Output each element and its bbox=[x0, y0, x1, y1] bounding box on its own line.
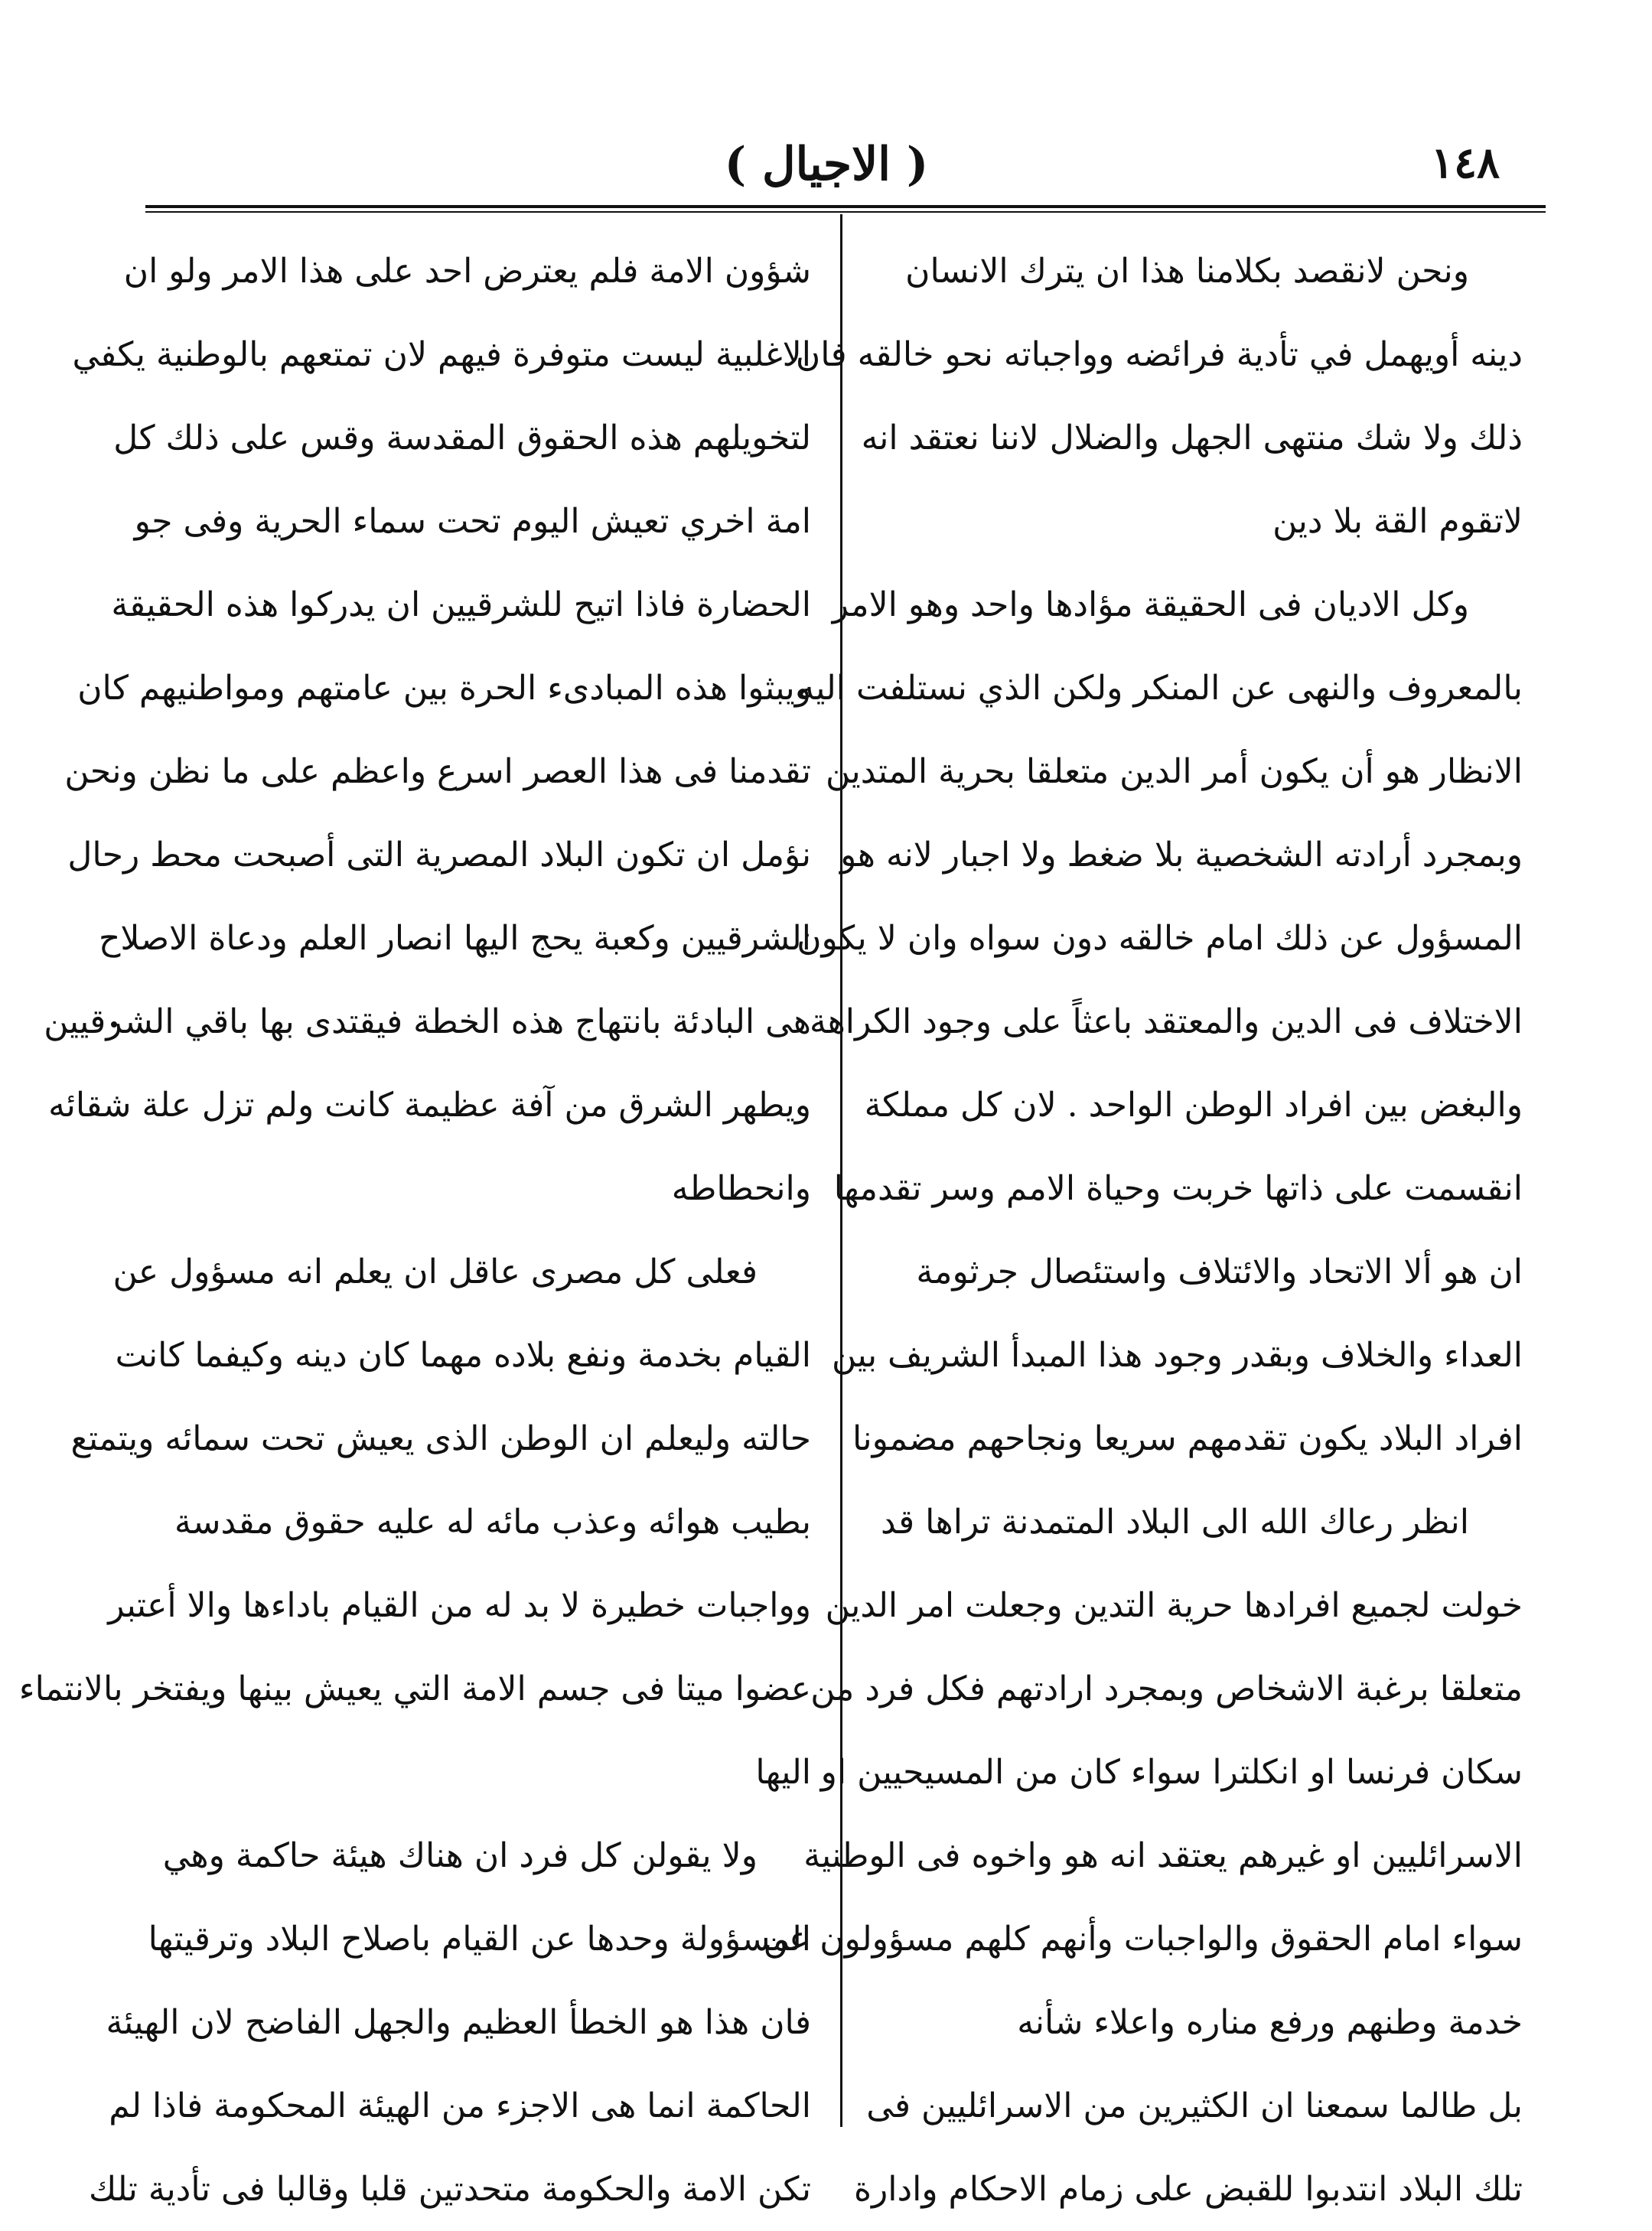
text-line: ان هو ألا الاتحاد والائتلاف واستئصال جرثومة bbox=[916, 1252, 1523, 1291]
text-line: والبغض بين افراد الوطن الواحد . لان كل مملكة bbox=[864, 1086, 1523, 1125]
header-rule bbox=[145, 205, 1546, 213]
left-column bbox=[18, 230, 811, 2231]
text-line: فان هذا هو الخطأ العظيم والجهل الفاضح لان الهيئة bbox=[106, 2003, 811, 2042]
text-line: الحاكمة انما هى الاجزء من الهيئة المحكومة فاذا لم bbox=[109, 2086, 811, 2125]
text-line: لاتقوم القة بلا دين bbox=[1272, 502, 1523, 541]
text-line: العداء والخلاف وبقدر وجود هذا المبدأ الشريف بين bbox=[832, 1336, 1523, 1375]
text-line: نؤمل ان تكون البلاد المصرية التى أصبحت محط رحال bbox=[67, 835, 811, 874]
text-line: خدمة وطنهم ورفع مناره واعلاء شأنه bbox=[1017, 2003, 1523, 2042]
text-line: الاغلبية ليست متوفرة فيهم لان تمتعهم بالوطنية يكفي bbox=[72, 335, 811, 374]
text-line: خولت لجميع افرادها حرية التدين وجعلت امر الدين bbox=[825, 1586, 1523, 1625]
text-line: تكن الامة والحكومة متحدتين قلبا وقالبا فى تأدية تلك bbox=[89, 2170, 811, 2209]
text-line: لتخويلهم هذه الحقوق المقدسة وقس على ذلك كل bbox=[113, 419, 811, 458]
text-line: هى البادئة بانتهاج هذه الخطة فيقتدى بها باقي الشرقيين bbox=[44, 1002, 811, 1041]
text-line: تلك البلاد انتدبوا للقبض على زمام الاحكام وادارة bbox=[853, 2170, 1523, 2209]
text-line: امة اخري تعيش اليوم تحت سماء الحرية وفى جو bbox=[134, 502, 811, 541]
text-line: الانظار هو أن يكون أمر الدين متعلقا بحرية المتدين bbox=[825, 752, 1523, 791]
text-line: دينه أويهمل في تأدية فرائضه وواجباته نحو خالقه فان bbox=[795, 335, 1523, 374]
text-line: الحضارة فاذا اتيح للشرقيين ان يدركوا هذه الحقيقة bbox=[111, 585, 811, 624]
text-line: سكان فرنسا او انكلترا سواء كان من المسيحيين او bbox=[820, 1753, 1523, 1792]
text-line: الاختلاف فى الدين والمعتقد باعثاً على وجود الكراهة bbox=[810, 1002, 1523, 1041]
text-line: افراد البلاد يكون تقدمهم سريعا ونجاحهم مضمونا bbox=[852, 1419, 1523, 1458]
text-line: وانحطاطه bbox=[671, 1169, 811, 1208]
text-line: المسؤول عن ذلك امام خالقه دون سواه وان لا يكون bbox=[797, 919, 1523, 958]
text-line: متعلقا برغبة الاشخاص وبمجرد ارادتهم فكل فرد من bbox=[810, 1669, 1523, 1708]
right-column bbox=[763, 230, 1523, 2231]
text-line: بل طالما سمعنا ان الكثيرين من الاسرائليين فى bbox=[866, 2086, 1523, 2125]
text-line: اليها bbox=[755, 1753, 811, 1792]
text-line: عضوا ميتا فى جسم الامة التي يعيش بينها ويفتخر بالانتماء bbox=[18, 1669, 811, 1708]
text-line: حالته وليعلم ان الوطن الذى يعيش تحت سمائه ويتمتع bbox=[70, 1419, 811, 1458]
text-line: فعلى كل مصرى عاقل ان يعلم انه مسؤول عن bbox=[112, 1252, 758, 1291]
text-line: بالمعروف والنهى عن المنكر ولكن الذي نستلفت اليه bbox=[797, 669, 1523, 708]
text-line: شؤون الامة فلم يعترض احد على هذا الامر ولو ان bbox=[123, 252, 811, 291]
text-line: ذلك ولا شك منتهى الجهل والضلال لاننا نعتقد انه bbox=[861, 419, 1523, 458]
text-line: القيام بخدمة ونفع بلاده مهما كان دينه وكيفما كانت bbox=[115, 1336, 811, 1375]
text-line: ونحن لانقصد بكلامنا هذا ان يترك الانسان bbox=[905, 252, 1469, 291]
page-number: ١٤٨ bbox=[1430, 138, 1500, 188]
text-line: انظر رعاك الله الى البلاد المتمدنة تراها قد bbox=[881, 1503, 1469, 1542]
text-line: وكل الاديان فى الحقيقة مؤادها واحد وهو الامر bbox=[832, 585, 1469, 624]
text-line: تقدمنا فى هذا العصر اسرع واعظم على ما نظن ونحن bbox=[64, 752, 811, 791]
text-line: ولا يقولن كل فرد ان هناك هيئة حاكمة وهي bbox=[162, 1836, 758, 1875]
text-line: ويبثوا هذه المبادىء الحرة بين عامتهم ومواطنيهم كان bbox=[77, 669, 811, 708]
text-line: بطيب هوائه وعذب مائه له عليه حقوق مقدسة bbox=[174, 1503, 811, 1542]
text-line: وواجبات خطيرة لا بد له من القيام باداءها والا أعتبر bbox=[108, 1586, 811, 1625]
text-line: انقسمت على ذاتها خربت وحياة الامم وسر تقدمها bbox=[833, 1169, 1523, 1208]
text-line: وبمجرد أرادته الشخصية بلا ضغط ولا اجبار لانه هو bbox=[840, 835, 1523, 874]
text-line: سواء امام الحقوق والواجبات وأنهم كلهم مسؤولون عن bbox=[763, 1920, 1523, 1959]
running-title: ( الاجيال ) bbox=[724, 138, 929, 191]
text-line: المسؤولة وحدها عن القيام باصلاح البلاد وترقيتها bbox=[148, 1920, 811, 1959]
text-line: الشرقيين وكعبة يحج اليها انصار العلم ودعاة الاصلاح bbox=[99, 919, 811, 958]
text-line: الاسرائليين او غيرهم يعتقد انه هو واخوه فى الوطنية bbox=[803, 1836, 1523, 1875]
text-line: ويطهر الشرق من آفة عظيمة كانت ولم تزل علة شقائه bbox=[48, 1086, 811, 1125]
